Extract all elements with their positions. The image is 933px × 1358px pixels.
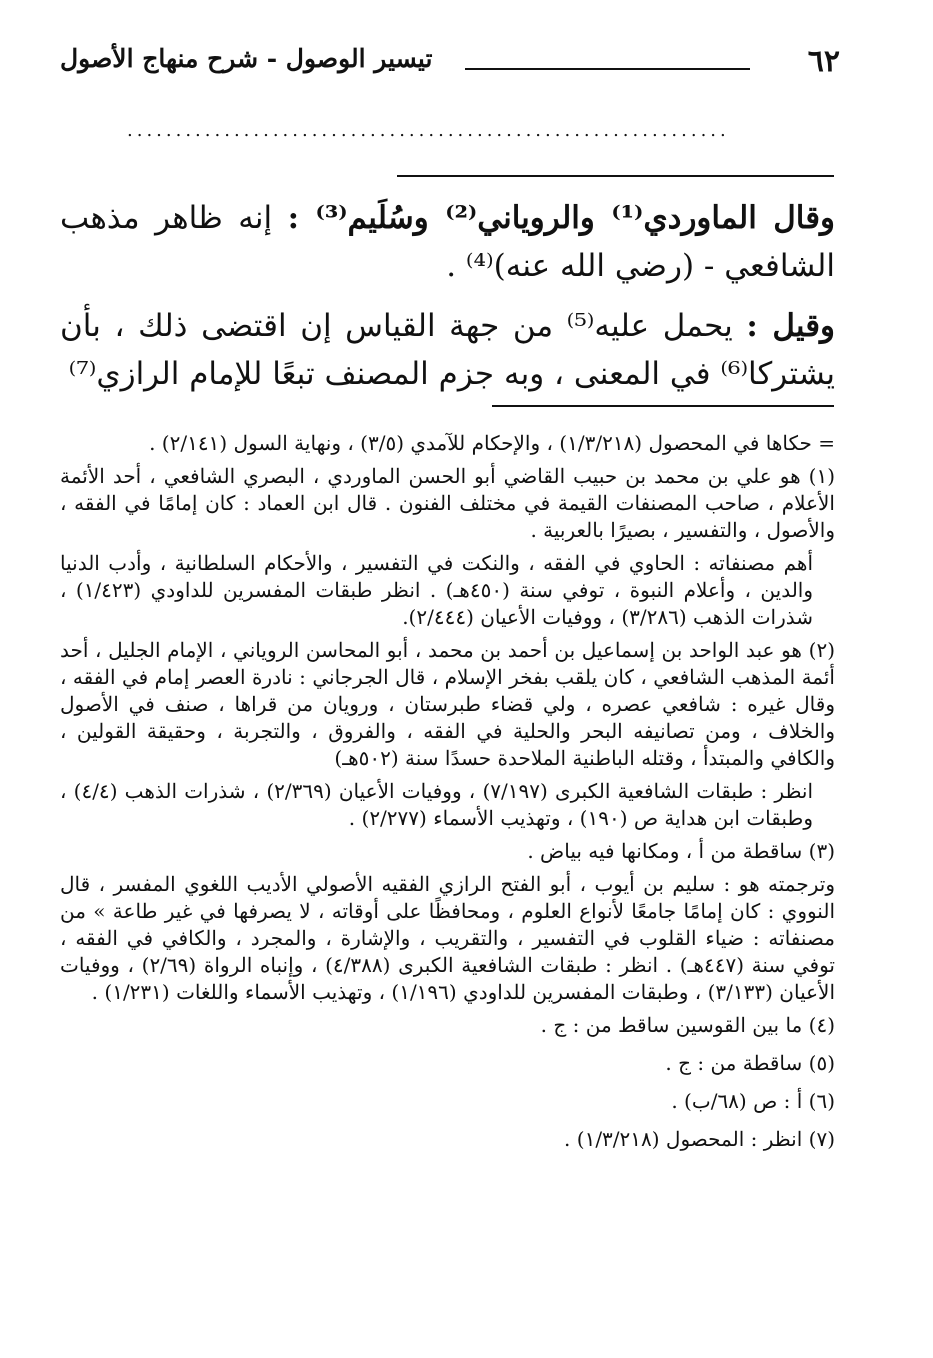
main-paragraph-1: [60, 194, 835, 290]
footnote-4: (٤) ما بين القوسين ساقط من : ج .: [540, 1013, 835, 1037]
dotted-separator: ..............................................................: [127, 120, 730, 140]
footnote-6: (٦) أ : ص (٦٨/ب) .: [671, 1089, 835, 1113]
running-header: [60, 44, 840, 84]
paragraph1-rest: إنه ظاهر مذهب الشافعي - (رضي الله عنه)⁽⁴⁾ .: [60, 200, 835, 284]
paragraph2-rest: يحمل عليه⁽⁵⁾ من جهة القياس إن اقتضى ذلك ، بأن يشتركا⁽⁶⁾ في المعنى ، وبه جزم المصنف تبعًا للإمام الرازي⁽⁷⁾: [60, 308, 835, 392]
running-title: تيسير الوصول - شرح منهاج الأصول: [60, 44, 433, 73]
paragraph1-lead: وقال الماوردي⁽¹⁾ والروياني⁽²⁾ وسُلَيم⁽³⁾ :: [287, 200, 836, 236]
section-rule: [397, 175, 834, 177]
footnote-7: (٧) انظر : المحصول (١/٣/٢١٨) .: [564, 1127, 835, 1151]
main-paragraph-2: [60, 302, 835, 398]
paragraph2-lead: وقيل :: [746, 308, 836, 344]
footnote-1: (١) هو علي بن محمد بن حبيب القاضي أبو الحسن الماوردي ، البصري الشافعي ، أحد الأئمة الأعلام ، صاحب المصنفات القيمة في مختلف الفنون . قال ابن العماد : كان إمامًا في الفقه ، والأصول ، والتفسير ، بصيرًا بالعربية .: [60, 464, 835, 542]
footnote-carryover: = حكاها في المحصول (١/٣/٢١٨) ، والإحكام للآمدي (٣/٥) ، ونهاية السول (٢/١٤١) .: [149, 431, 835, 455]
footnote-5: (٥) ساقطة من : ج .: [665, 1051, 835, 1075]
footnote-rule: [492, 405, 834, 407]
page-number: ٦٢: [807, 44, 840, 79]
footnote-3: (٣) ساقطة من أ ، ومكانها فيه بياض .: [527, 839, 835, 863]
footnote-2-continued: انظر : طبقات الشافعية الكبرى (٧/١٩٧) ، ووفيات الأعيان (٢/٣٦٩) ، شذرات الذهب (٤/٤) ، وطبقات ابن هداية ص (١٩٠) ، وتهذيب الأسماء (٢/٢٧٧) .: [60, 779, 813, 830]
footnote-1-continued: أهم مصنفاته : الحاوي في الفقه ، والنكت في التفسير ، والأحكام السلطانية ، وأدب الدنيا والدين ، وأعلام النبوة ، توفي سنة (٤٥٠هـ) . انظر طبقات المفسرين للداودي (١/٤٢٣) ، شذرات الذهب (٣/٢٨٦) ، ووفيات الأعيان (٢/٤٤٤).: [60, 551, 813, 629]
footnotes: [60, 430, 835, 1164]
footnote-3-continued: وترجمته هو : سليم بن أيوب ، أبو الفتح الرازي الفقيه الأصولي الأديب اللغوي المفسر ، قال النووي : كان إمامًا جامعًا لأنواع العلوم ، ومحافظًا على أوقاته ، لا يصرفها في غير طاعة » من مصنفاته : ضياء القلوب في التفسير ، والتقريب ، والإشارة ، والمجرد ، والكافي في الفقه ، توفي سنة (٤٤٧هـ) . انظر : طبقات الشافعية الكبرى (٤/٣٨٨) ، وإنباه الرواة (٢/٦٩) ، ووفيات الأعيان (٣/١٣٣) ، وطبقات المفسرين للداودي (١/١٩٦) ، وتهذيب الأسماء واللغات (١/٢٣١) .: [60, 872, 835, 1004]
footnote-2: (٢) هو عبد الواحد بن إسماعيل بن أحمد بن محمد ، أبو المحاسن الروياني ، الإمام الجليل ، أحد أئمة المذهب الشافعي ، كان يلقب بفخر الإسلام ، قال الجرجاني : نادرة العصر إمام في الفقه ، وقال غيره : شافعي عصره ، ولي قضاء طبرستان ، ورويان من قراها ، صنف في الأصول والخلاف ، ومن تصانيفه البحر والحلية في الفقه ، والفروق ، والتجربة ، وحقيقة القولين ، والكافي والمبتدأ ، وقتله الباطنية الملاحدة حسدًا سنة (٥٠٢هـ): [60, 638, 835, 770]
header-rule: [465, 68, 750, 70]
